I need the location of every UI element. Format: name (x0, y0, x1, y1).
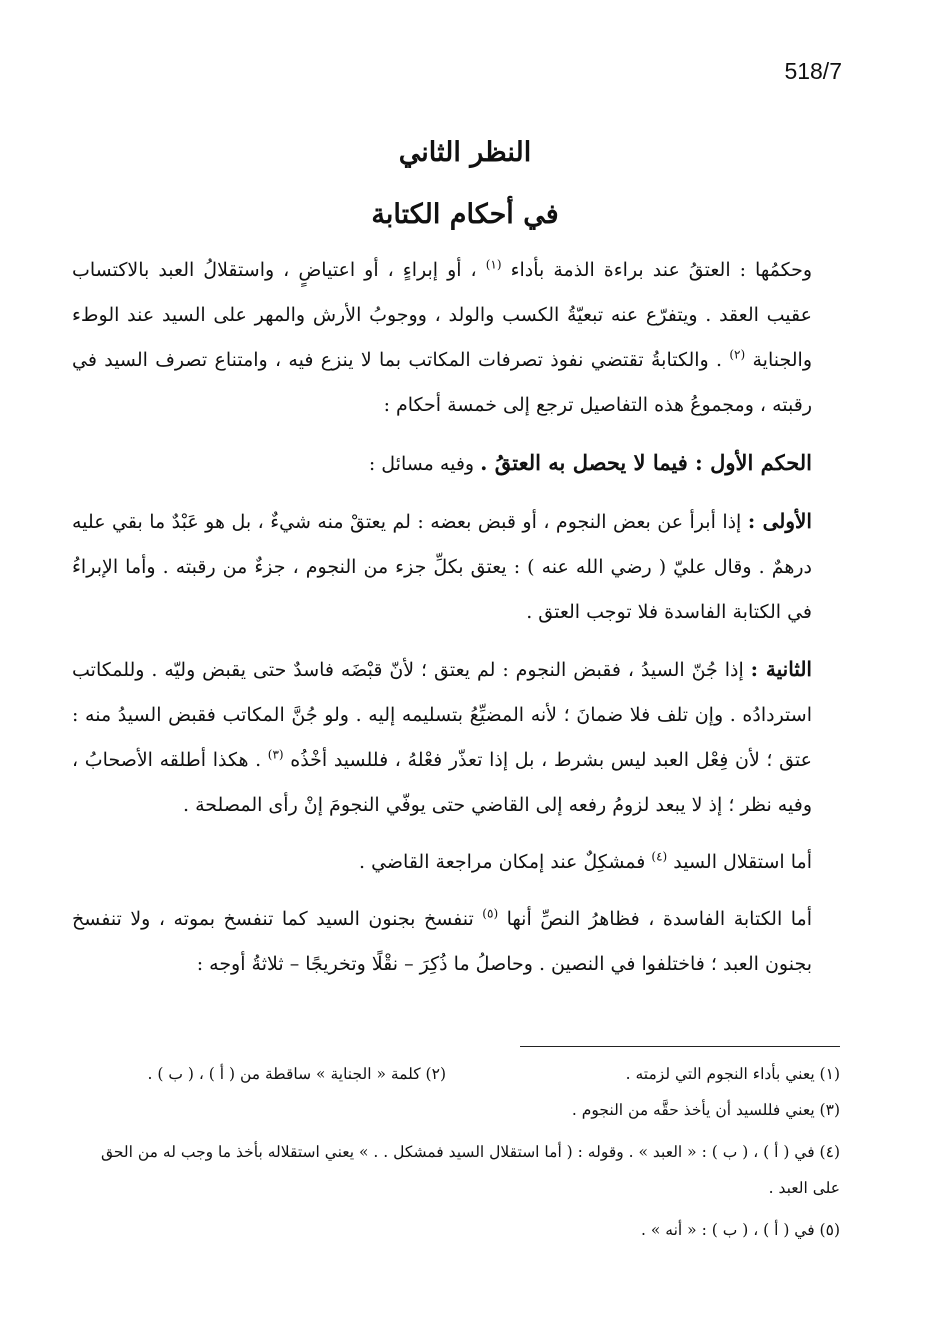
footnote-1: (١) يعني بأداء النجوم التي لزمته . (625, 1065, 840, 1083)
rule-heading-tail: وفيه مسائل : (368, 453, 475, 475)
footnotes (72, 1056, 840, 1254)
footnote-4: (٤) في ( أ ) ، ( ب ) : « العبد » . وقوله : ( أما استقلال السيد فمشكل . . » يعني استقلاله بأخذ ما وجب له من الحق على العبد . (100, 1143, 840, 1197)
issue-first-text: إذا أبرأ عن بعض النجوم ، أو قبض بعضه : لم يعتقْ منه شيءٌ ، بل هو عَبْدٌ ما بقي عليه درهمٌ . وقال عليّ ( رضي الله عنه ) : يعتق بكلِّ جزء من النجوم ، جزءٌ من رقبته . وأما الإبراءُ في الكتابة الفاسدة فلا توجب العتق . (72, 511, 812, 623)
footnote-5: (٥) في ( أ ) ، ( ب ) : « أنه » . (641, 1221, 840, 1239)
invalid-text-1: أما الكتابة الفاسدة ، فظاهرُ النصِّ أنها (506, 908, 812, 930)
rule-heading-paragraph (72, 440, 840, 487)
invalid-contract-paragraph (72, 897, 840, 987)
issue-first-lead: الأولى : (747, 509, 812, 533)
issue-second-lead: الثانية : (750, 657, 812, 681)
issue-first-paragraph (72, 499, 840, 635)
issue-second-text-1: إذا جُنّ السيدُ ، فقبض النجوم : لم يعتق ؛ لأنّ قبْضَه فاسدٌ حتى يقبض وليّه . وللمكاتب استردادُه . وإن تلف فلا ضمانَ ؛ لأنه المضيِّعُ بتسليمه إليه . ولو جُنَّ المكاتب فقبض السيدُ منه : عتق ؛ لأن فِعْل العبد ليس بشرط ، بل إذا تعذّر فعْلهُ ، فللسيد أخْذُه (72, 659, 812, 771)
section-subtitle: في أحكام الكتابة (371, 199, 559, 230)
footnote-separator (520, 1046, 840, 1047)
intro-text-3: . والكتابةُ تقتضي نفوذ تصرفات المكاتب بما لا ينزع فيه ، وامتناع تصرف السيد في رقبته ، ومجموعُ هذه التفاصيل ترجع إلى خمسة أحكام : (72, 349, 812, 416)
footnote-ref-1: (١) (485, 257, 502, 272)
footnote-3: (٣) يعني فللسيد أن يأخذ حقَّه من النجوم . (571, 1101, 840, 1119)
section-title: النظر الثاني (398, 137, 532, 168)
chapter-heading (70, 122, 860, 246)
issue-second-paragraph (72, 647, 840, 828)
master-paragraph (72, 840, 840, 885)
page-number: 518/7 (784, 58, 842, 84)
footnote-2: (٢) كلمة « الجناية » ساقطة من ( أ ) ، ( ب ) . (147, 1065, 446, 1083)
intro-paragraph (72, 248, 840, 428)
main-text (72, 248, 840, 999)
footnote-ref-3: (٣) (267, 747, 284, 762)
intro-text-2: ، أو إبراءٍ ، أو اعتياضٍ ، واستقلالُ العبد بالاكتساب عقيب العقد . ويتفرّع عنه تبعيّةُ الكسب والولد ، ووجوبُ الأرش والمهر على السيد عند الوطء والجناية (72, 259, 813, 371)
invalid-text-2: تنفسخ بجنون السيد كما تنفسخ بموته ، ولا تنفسخ بجنون العبد ؛ فاختلفوا في النصين . وحاصلُ ما ذُكِرَ – نقْلًا وتخريجًا – ثلاثةُ أوجه : (72, 908, 812, 975)
footnote-ref-5: (٥) (482, 906, 499, 921)
footnote-row (72, 1056, 840, 1092)
issue-second-text-2: . هكذا أطلقه الأصحابُ ، وفيه نظر ؛ إذ لا يبعد لزومُ رفعه إلى القاضي حتى يوفّي النجومَ إنْ رأى المصلحة . (72, 749, 812, 816)
intro-text-1: وحكمُها : العتقُ عند براءة الذمة بأداء (510, 259, 813, 281)
footnote-ref-2: (٢) (729, 347, 746, 362)
master-text-2: فمشكِلٌ عند إمكان مراجعة القاضي . (358, 851, 646, 873)
rule-heading: الحكم الأول : فيما لا يحصل به العتقُ . (480, 450, 812, 475)
master-text-1: أما استقلال السيد (673, 851, 812, 873)
footnote-ref-4: (٤) (651, 849, 668, 864)
